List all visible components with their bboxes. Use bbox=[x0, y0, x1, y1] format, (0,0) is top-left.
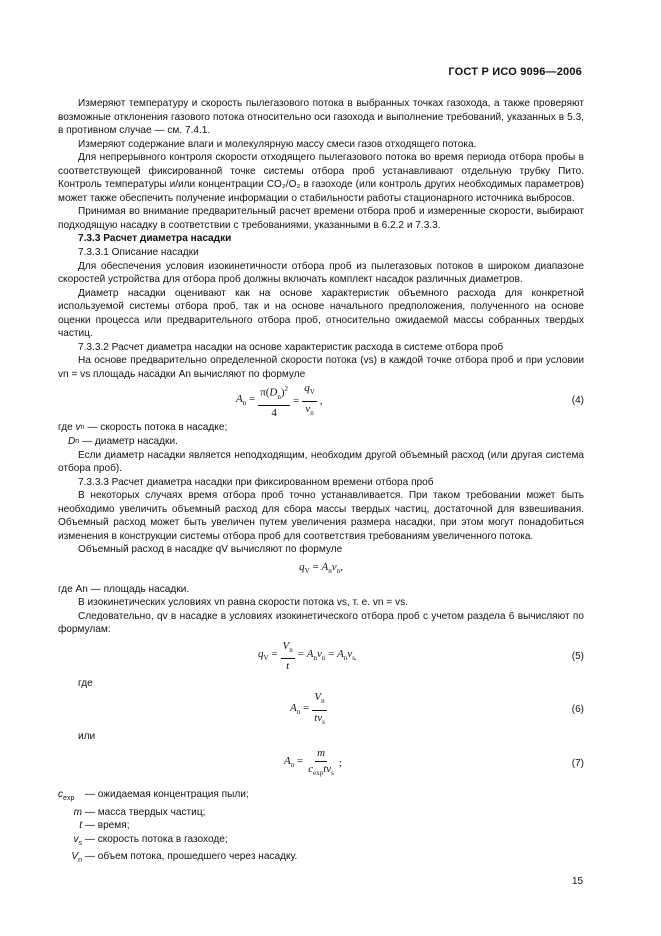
where-text: — скорость потока в насадке; bbox=[87, 422, 228, 434]
paragraph: Измеряют температуру и скорость пылегазового потока в выбранных точках газохода, а также проверяют возможные отклонения газового потока относительно оси газохода и выполнение требований, указанных в 5.3, в противном случае — см. 7.4.1. bbox=[58, 98, 584, 137]
definition-item: t — время; bbox=[79, 820, 130, 832]
equation-7 bbox=[58, 744, 584, 784]
equation-number: (4) bbox=[571, 395, 584, 407]
document-header: ГОСТ Р ИСО 9096—2006 bbox=[448, 66, 582, 78]
paragraph: Измеряют содержание влаги и молекулярную массу смеси газов отходящего потока. bbox=[78, 138, 477, 150]
subsection-heading-7-3-3-3: 7.3.3.3 Расчет диаметра насадки при фиксированном времени отбора проб bbox=[78, 476, 434, 488]
equation-6-expression: $A_n$ = $\frac{V_n}{tv_s}$ bbox=[290, 691, 325, 727]
paragraph: Если диаметр насадки является неподходящим, необходим другой объемный расход (или другая система отбора проб). bbox=[58, 449, 584, 475]
paragraph: или bbox=[78, 731, 96, 743]
paragraph: В изокинетических условиях vn равна скорости потока vs, т. е. vn = vs. bbox=[78, 597, 408, 609]
equation-5-expression: $q_V$ = $\frac{V_n}{t}$ = $A_nv_n = A_nv_{s,}$ bbox=[258, 639, 357, 673]
equation-flow: $q_V = A_nv_n$, bbox=[299, 560, 343, 576]
paragraph: В некоторых случаях время отбора проб точно устанавливается. При таком требовании может быть необходимо увеличить объемный расход для сбора массы твердых частиц, достаточной для взвешивания. Объемный расход может быть увеличен путем увеличения размера насадки, при этом могут понадобиться изменения в конструкции системы отбора проб для соответствия требованиям увеличенного потока. bbox=[58, 490, 584, 542]
where-lead: где bbox=[58, 422, 73, 434]
equation-4-expression: $A_n$ = $\frac{\pi(D_n)^2}{4}$ = $\frac{q_V}{v_n}$ , bbox=[236, 382, 323, 419]
equation-4 bbox=[58, 381, 584, 421]
subsection-heading-7-3-3-1: 7.3.3.1 Описание насадки bbox=[78, 247, 199, 259]
definition-item: $V_n$ — объем потока, прошедшего через насадку. bbox=[71, 851, 298, 865]
page-body bbox=[58, 97, 584, 868]
equation-number: (7) bbox=[571, 757, 584, 769]
equation-6 bbox=[58, 690, 584, 730]
equation-number: (5) bbox=[571, 650, 584, 662]
definition-item: $v_s$ — скорость потока в газоходе; bbox=[73, 833, 228, 847]
equation-5 bbox=[58, 637, 584, 677]
paragraph: Для обеспечения условия изокинетичности отбора проб из пылегазовых потоков в широком диапазоне скоростей устройства для отбора проб должны включать комплект насадок различных диаметров. bbox=[58, 260, 584, 286]
paragraph: Принимая во внимание предварительный расчет времени отбора проб и измеренные скорости, выбирают подходящую насадку в соответствии с требованиями, указанными в 6.2.2 и 7.3.3. bbox=[58, 206, 584, 231]
paragraph: Следовательно, qv в насадке в условиях изокинетического отбора проб с учетом раздела 6 вычисляют по формулам: bbox=[58, 610, 584, 636]
paragraph: Объемный расход в насадке qV вычисляют по формуле bbox=[78, 544, 343, 556]
paragraph: Для непрерывного контроля скорости отходящего пылегазового потока во время периода отбора пробы в соответствующей фиксированной точке системы отбора проб устанавливают отдельную трубку Пито. Контроль температуры и/или концентрации CO₂/O₂ в газоходе (или контроль других необходимых параметров) может также обеспечить получение информации о стабильности работы стационарного источника выбросов. bbox=[58, 152, 584, 204]
section-heading-7-3-3: 7.3.3 Расчет диаметра насадки bbox=[78, 233, 232, 245]
page-number: 15 bbox=[572, 876, 584, 887]
paragraph: Диаметр насадки оценивают как на основе характеристик объемного расхода для конкретной используемой системы отбора проб, так и на основе начального предположения, полученного на основе оценки процесса или предварительного отбора проб, относительно ожидаемой массы собранных твердых частиц. bbox=[58, 287, 584, 340]
definition-item: $c_{exp}$ — ожидаемая концентрация пыли; bbox=[58, 788, 249, 802]
where-block: где v n — скорость потока в насадке; bbox=[58, 422, 228, 434]
definitions-list bbox=[58, 788, 584, 868]
where-text: — диаметр насадки. bbox=[82, 436, 178, 448]
subsection-heading-7-3-3-2: 7.3.3.2 Расчет диаметра насадки на основе характеристик расхода в системе отбора проб bbox=[78, 341, 504, 353]
definition-item: m — масса твердых частиц; bbox=[73, 806, 206, 818]
paragraph: где An — площадь насадки. bbox=[58, 583, 190, 595]
paragraph: где bbox=[78, 677, 93, 689]
where-block: D n — диаметр насадки. bbox=[68, 436, 178, 448]
paragraph: На основе предварительно определенной скорости потока (vs) в каждой точке отбора проб и при условии vn = vs площадь насадки An вычисляют по формуле bbox=[58, 355, 584, 380]
equation-7-expression: $A_n$ = $\frac{m}{c_{exp}tv_s}$ ; bbox=[284, 746, 342, 778]
equation-number: (6) bbox=[571, 704, 584, 716]
